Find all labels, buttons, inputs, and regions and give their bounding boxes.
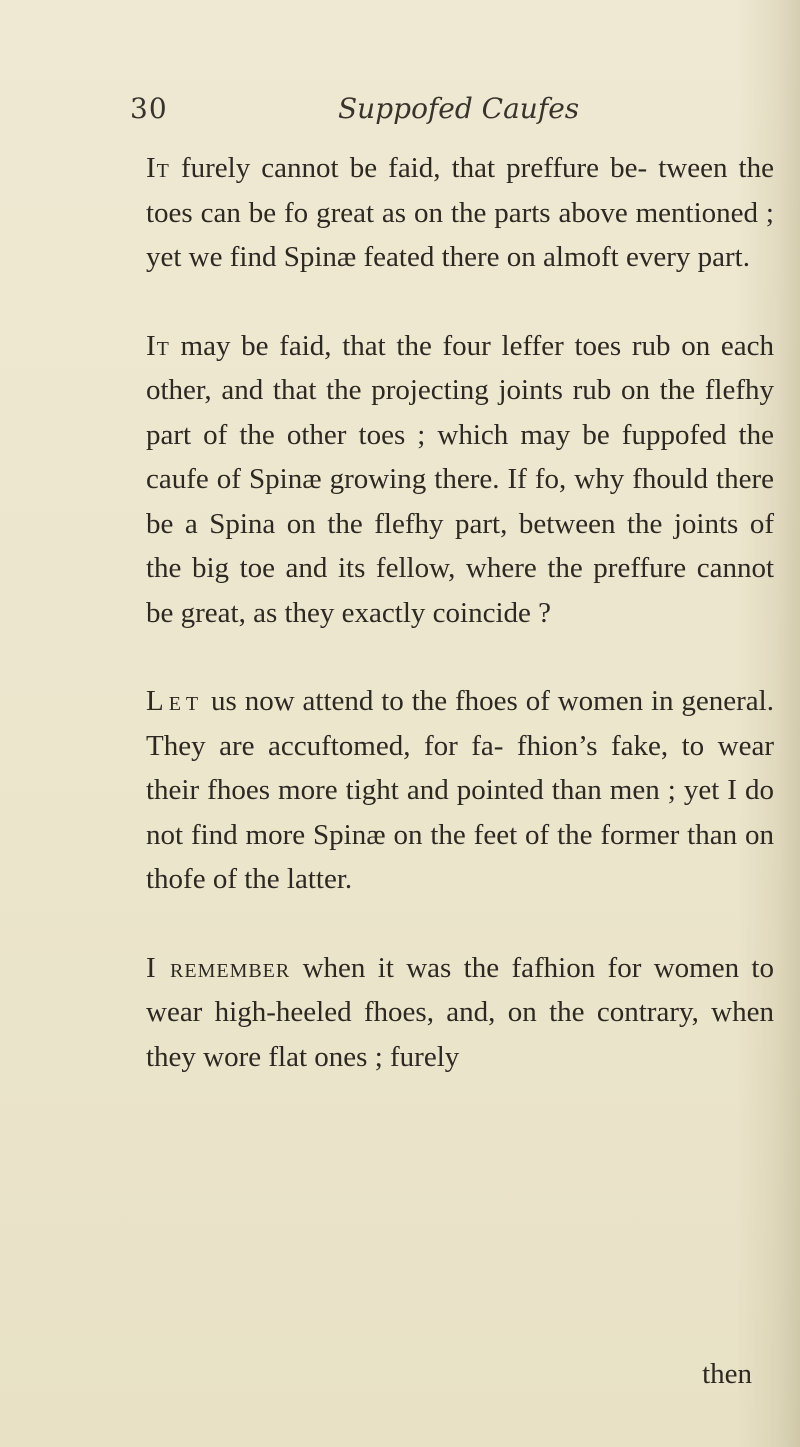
paragraph-lead: It — [146, 152, 170, 184]
paragraph-4 — [146, 946, 774, 1080]
page-number: 30 — [130, 92, 168, 125]
running-head: Suppofed Caufes — [338, 92, 580, 125]
paragraph-1 — [146, 146, 774, 280]
body-text — [146, 146, 774, 1123]
page-header — [130, 92, 690, 132]
paragraph-lead: Let — [146, 685, 204, 717]
paragraph-text: furely cannot be faid, that preffure be- tween the toes can be fo great as on the parts above mentioned ; yet we find Spinæ feated there on almoft every part. — [146, 152, 774, 273]
paragraph-text: may be faid, that the four leffer toes rub on each other, and that the projecting joints rub on the flefhy part of the other toes ; which may be fuppofed the caufe of Spinæ growing there. If fo, why fhould there be a Spina on the flefhy part, between the joints of the big toe and its fellow, where the preffure cannot be great, as they exactly coincide ? — [146, 329, 774, 629]
paragraph-3 — [146, 679, 774, 902]
paragraph-lead: It — [146, 329, 170, 362]
catchword: then — [702, 1358, 752, 1390]
paragraph-2 — [146, 324, 774, 636]
paragraph-lead: I remember — [146, 951, 291, 984]
paragraph-text: us now attend to the fhoes of women in general. They are accuftomed, for fa- fhion’s fake, to wear their fhoes more tight and pointed than men ; yet I do not find more Spinæ on the feet of the former than on thofe of the latter. — [146, 685, 774, 895]
paragraph-text: when it was the fafhion for women to wear high-heeled fhoes, and, on the contrary, when they wore flat ones ; furely — [146, 951, 774, 1073]
